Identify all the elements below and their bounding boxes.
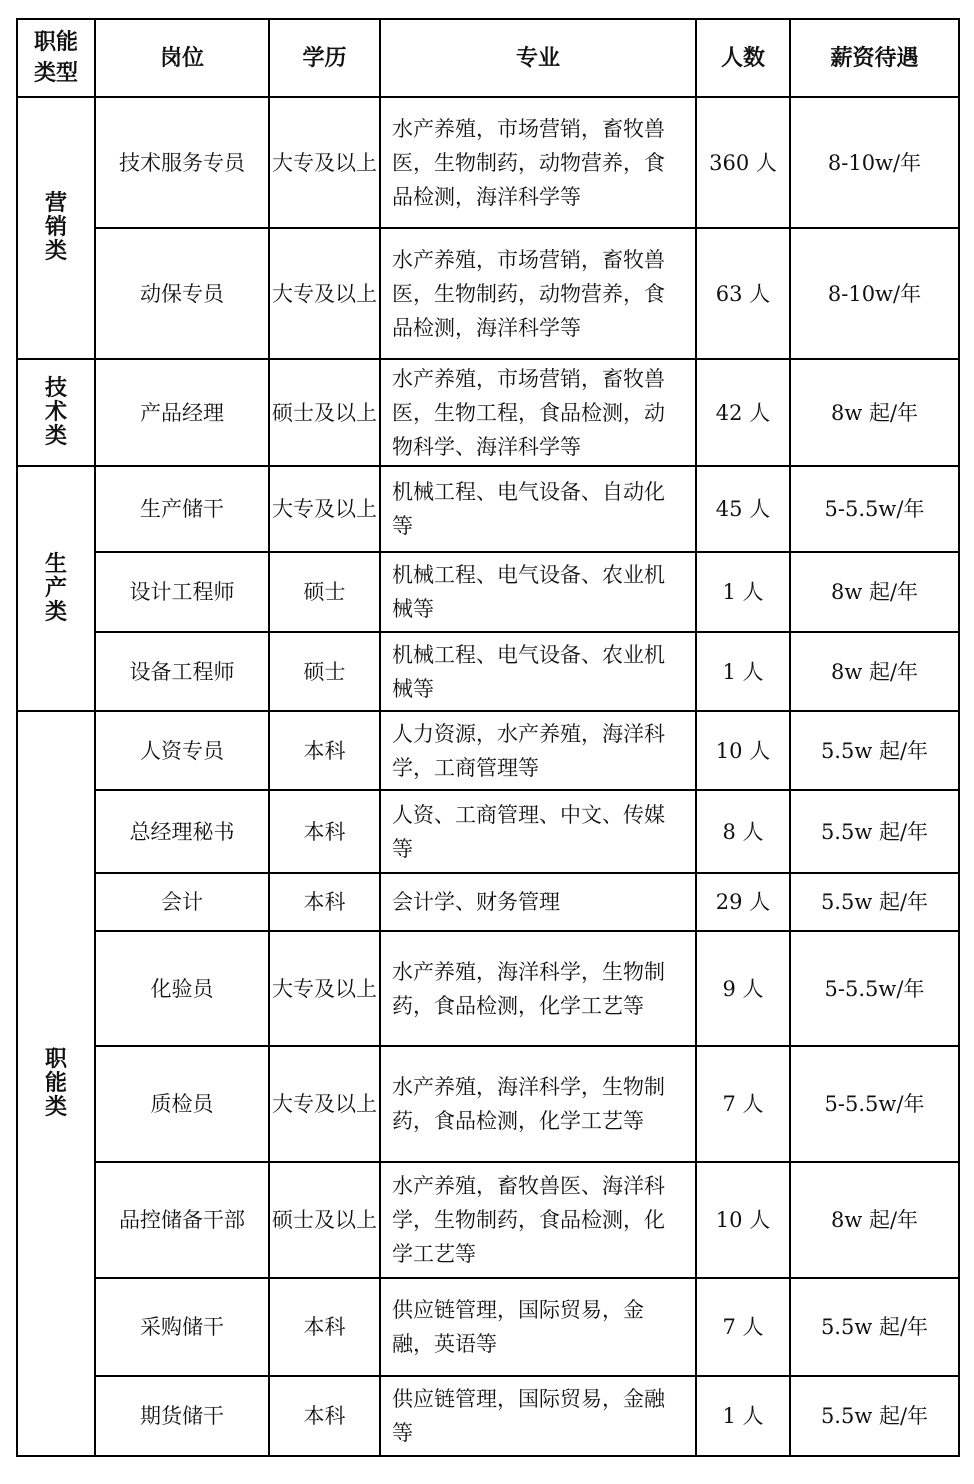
table-row bbox=[17, 711, 959, 790]
table-row bbox=[17, 1278, 959, 1376]
salary-cell: 8-10w/年 bbox=[790, 228, 959, 359]
count-cell: 1 人 bbox=[696, 552, 790, 632]
header-count: 人数 bbox=[696, 19, 790, 97]
major-cell: 人资、工商管理、中文、传媒等 bbox=[380, 790, 696, 873]
table-row bbox=[17, 359, 959, 466]
table-row bbox=[17, 873, 959, 931]
salary-cell: 8w 起/年 bbox=[790, 552, 959, 632]
salary-cell: 5-5.5w/年 bbox=[790, 466, 959, 552]
position-cell: 生产储干 bbox=[95, 466, 269, 552]
position-cell: 会计 bbox=[95, 873, 269, 931]
category-cell: 职能类 bbox=[17, 711, 95, 1456]
category-cell: 营销类 bbox=[17, 97, 95, 359]
salary-cell: 8w 起/年 bbox=[790, 1162, 959, 1278]
count-cell: 9 人 bbox=[696, 931, 790, 1046]
table-row bbox=[17, 931, 959, 1046]
position-cell: 技术服务专员 bbox=[95, 97, 269, 228]
education-cell: 大专及以上 bbox=[269, 228, 380, 359]
header-salary: 薪资待遇 bbox=[790, 19, 959, 97]
major-cell: 供应链管理，国际贸易，金融，英语等 bbox=[380, 1278, 696, 1376]
major-cell: 机械工程、电气设备、自动化等 bbox=[380, 466, 696, 552]
table-row bbox=[17, 1162, 959, 1278]
education-cell: 本科 bbox=[269, 873, 380, 931]
major-cell: 水产养殖，畜牧兽医、海洋科学，生物制药，食品检测，化学工艺等 bbox=[380, 1162, 696, 1278]
category-cell: 生产类 bbox=[17, 466, 95, 711]
position-cell: 采购储干 bbox=[95, 1278, 269, 1376]
count-cell: 29 人 bbox=[696, 873, 790, 931]
salary-cell: 8-10w/年 bbox=[790, 97, 959, 228]
count-cell: 7 人 bbox=[696, 1046, 790, 1162]
count-cell: 10 人 bbox=[696, 1162, 790, 1278]
position-cell: 人资专员 bbox=[95, 711, 269, 790]
education-cell: 硕士及以上 bbox=[269, 1162, 380, 1278]
salary-cell: 5.5w 起/年 bbox=[790, 711, 959, 790]
recruitment-table bbox=[16, 18, 960, 1457]
education-cell: 大专及以上 bbox=[269, 97, 380, 228]
table-row bbox=[17, 1376, 959, 1456]
major-cell: 机械工程、电气设备、农业机械等 bbox=[380, 632, 696, 711]
salary-cell: 5.5w 起/年 bbox=[790, 1278, 959, 1376]
table-row bbox=[17, 97, 959, 228]
position-cell: 品控储备干部 bbox=[95, 1162, 269, 1278]
count-cell: 63 人 bbox=[696, 228, 790, 359]
header-row bbox=[17, 19, 959, 97]
count-cell: 10 人 bbox=[696, 711, 790, 790]
count-cell: 8 人 bbox=[696, 790, 790, 873]
salary-cell: 5.5w 起/年 bbox=[790, 873, 959, 931]
table-row bbox=[17, 466, 959, 552]
position-cell: 化验员 bbox=[95, 931, 269, 1046]
major-cell: 会计学、财务管理 bbox=[380, 873, 696, 931]
education-cell: 大专及以上 bbox=[269, 466, 380, 552]
salary-cell: 8w 起/年 bbox=[790, 632, 959, 711]
position-cell: 设计工程师 bbox=[95, 552, 269, 632]
header-education: 学历 bbox=[269, 19, 380, 97]
salary-cell: 8w 起/年 bbox=[790, 359, 959, 466]
major-cell: 水产养殖，市场营销，畜牧兽医，生物工程，食品检测，动物科学、海洋科学等 bbox=[380, 359, 696, 466]
salary-cell: 5-5.5w/年 bbox=[790, 1046, 959, 1162]
position-cell: 总经理秘书 bbox=[95, 790, 269, 873]
position-cell: 期货储干 bbox=[95, 1376, 269, 1456]
major-cell: 供应链管理，国际贸易，金融等 bbox=[380, 1376, 696, 1456]
education-cell: 本科 bbox=[269, 1278, 380, 1376]
education-cell: 硕士 bbox=[269, 632, 380, 711]
table-row bbox=[17, 790, 959, 873]
major-cell: 水产养殖，市场营销，畜牧兽医，生物制药，动物营养，食品检测，海洋科学等 bbox=[380, 97, 696, 228]
header-major: 专业 bbox=[380, 19, 696, 97]
salary-cell: 5-5.5w/年 bbox=[790, 931, 959, 1046]
education-cell: 本科 bbox=[269, 790, 380, 873]
header-category: 职能类型 bbox=[17, 19, 95, 97]
education-cell: 本科 bbox=[269, 1376, 380, 1456]
count-cell: 7 人 bbox=[696, 1278, 790, 1376]
education-cell: 大专及以上 bbox=[269, 1046, 380, 1162]
education-cell: 硕士 bbox=[269, 552, 380, 632]
salary-cell: 5.5w 起/年 bbox=[790, 790, 959, 873]
table-row bbox=[17, 228, 959, 359]
position-cell: 质检员 bbox=[95, 1046, 269, 1162]
table-row bbox=[17, 552, 959, 632]
education-cell: 硕士及以上 bbox=[269, 359, 380, 466]
table-row bbox=[17, 632, 959, 711]
major-cell: 人力资源，水产养殖，海洋科学，工商管理等 bbox=[380, 711, 696, 790]
count-cell: 1 人 bbox=[696, 1376, 790, 1456]
major-cell: 水产养殖，海洋科学，生物制药，食品检测，化学工艺等 bbox=[380, 931, 696, 1046]
header-position: 岗位 bbox=[95, 19, 269, 97]
education-cell: 大专及以上 bbox=[269, 931, 380, 1046]
position-cell: 设备工程师 bbox=[95, 632, 269, 711]
count-cell: 42 人 bbox=[696, 359, 790, 466]
position-cell: 产品经理 bbox=[95, 359, 269, 466]
major-cell: 机械工程、电气设备、农业机械等 bbox=[380, 552, 696, 632]
table-row bbox=[17, 1046, 959, 1162]
major-cell: 水产养殖，海洋科学，生物制药，食品检测，化学工艺等 bbox=[380, 1046, 696, 1162]
count-cell: 1 人 bbox=[696, 632, 790, 711]
count-cell: 360 人 bbox=[696, 97, 790, 228]
category-cell: 技术类 bbox=[17, 359, 95, 466]
salary-cell: 5.5w 起/年 bbox=[790, 1376, 959, 1456]
education-cell: 本科 bbox=[269, 711, 380, 790]
count-cell: 45 人 bbox=[696, 466, 790, 552]
position-cell: 动保专员 bbox=[95, 228, 269, 359]
major-cell: 水产养殖，市场营销，畜牧兽医，生物制药，动物营养，食品检测，海洋科学等 bbox=[380, 228, 696, 359]
